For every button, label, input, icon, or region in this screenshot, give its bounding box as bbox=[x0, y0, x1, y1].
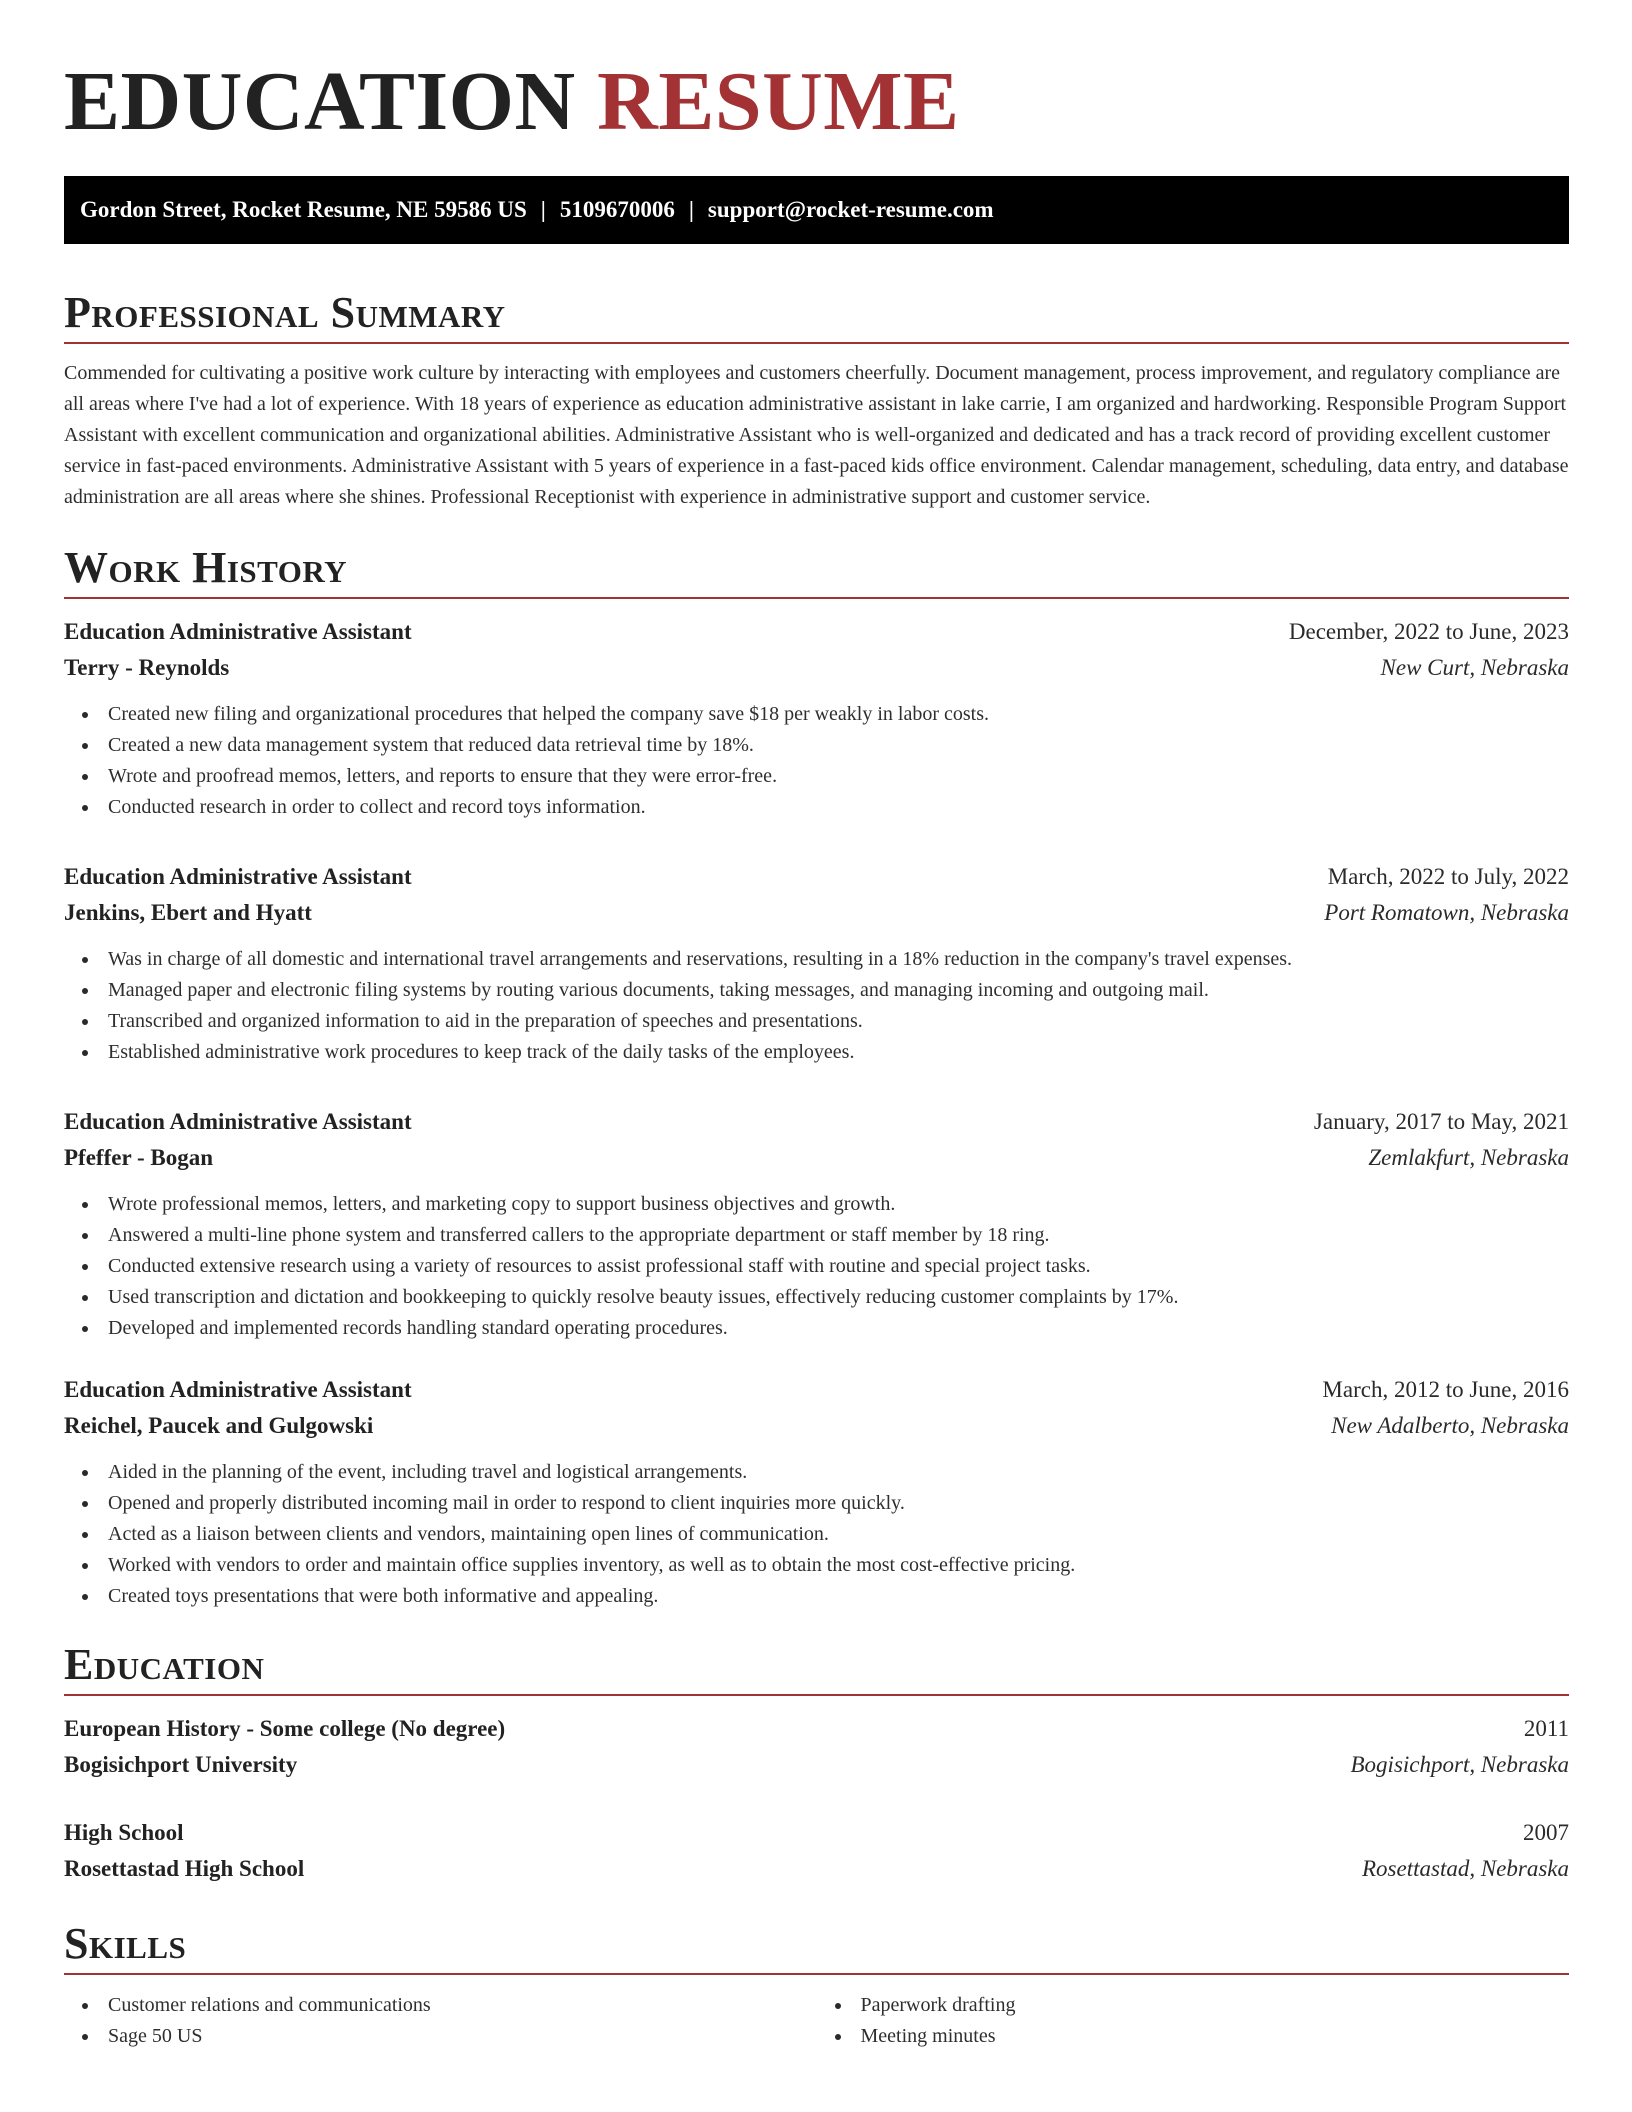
job-location: Zemlakfurt, Nebraska bbox=[1368, 1145, 1569, 1170]
title-accent: RESUME bbox=[597, 55, 960, 148]
job-bullet: Answered a multi-line phone system and transferred callers to the appropriate department or staff member by 18 ring. bbox=[64, 1220, 1569, 1251]
education-heading: Education bbox=[64, 1640, 265, 1689]
job-bullet: Wrote and proofread memos, letters, and reports to ensure that they were error-free. bbox=[64, 761, 1569, 792]
job-title: Education Administrative Assistant bbox=[64, 864, 412, 889]
skill-item: Sage 50 US bbox=[64, 2021, 817, 2052]
job-dates: March, 2012 to June, 2016 bbox=[1322, 1377, 1569, 1402]
job-company: Jenkins, Ebert and Hyatt bbox=[64, 900, 312, 925]
job-bullet: Conducted extensive research using a variety of resources to assist professional staff with routine and special project tasks. bbox=[64, 1251, 1569, 1282]
job-company: Terry - Reynolds bbox=[64, 655, 230, 680]
summary-section bbox=[64, 284, 1569, 513]
job-bullet: Transcribed and organized information to aid in the preparation of speeches and presentations. bbox=[64, 1006, 1569, 1037]
education-degree: European History - Some college (No degree) bbox=[64, 1716, 506, 1741]
job-bullet: Created a new data management system that reduced data retrieval time by 18%. bbox=[64, 730, 1569, 761]
summary-text: Commended for cultivating a positive work culture by interacting with employees and customers cheerfully. Document management, process improvement, and regulatory compliance are all areas where I've had a lot of experience. With 18 years of experience as education administrative assistant in lake carrie, I am organized and hardworking. Responsible Program Support Assistant with excellent communication and organizational abilities. Administrative Assistant who is well-organized and dedicated and has a track record of providing excellent customer service in fast-paced environments. Administrative Assistant with 5 years of experience in a fast-paced kids office environment. Calendar management, scheduling, data entry, and database administration are all areas where she shines. Professional Receptionist with experience in administrative support and customer service. bbox=[64, 362, 1569, 508]
job-company: Pfeffer - Bogan bbox=[64, 1145, 214, 1170]
education-degree: High School bbox=[64, 1820, 184, 1845]
job-bullet-list bbox=[64, 1189, 1569, 1344]
job-entry bbox=[64, 1104, 1569, 1344]
job-bullet: Created toys presentations that were both informative and appealing. bbox=[64, 1581, 1569, 1612]
job-title: Education Administrative Assistant bbox=[64, 1109, 412, 1134]
skill-item: Customer relations and communications bbox=[64, 1990, 817, 2021]
education-degree-row bbox=[64, 1711, 1569, 1747]
education-school: Rosettastad High School bbox=[64, 1856, 305, 1881]
job-dates: December, 2022 to June, 2023 bbox=[1288, 619, 1569, 644]
education-school: Bogisichport University bbox=[64, 1752, 298, 1777]
job-bullet-list bbox=[64, 1457, 1569, 1612]
work-history-section bbox=[64, 539, 1569, 1612]
job-bullet: Used transcription and dictation and bookkeeping to quickly resolve beauty issues, effectively reducing customer complaints by 17%. bbox=[64, 1282, 1569, 1313]
education-location: Bogisichport, Nebraska bbox=[1350, 1752, 1569, 1777]
job-bullet: Created new filing and organizational procedures that helped the company save $18 per weakly in labor costs. bbox=[64, 699, 1569, 730]
education-year: 2007 bbox=[1523, 1820, 1569, 1845]
skills-columns bbox=[64, 1990, 1569, 2052]
job-bullet: Established administrative work procedures to keep track of the daily tasks of the employees. bbox=[64, 1037, 1569, 1068]
job-entry bbox=[64, 859, 1569, 1068]
job-bullet: Acted as a liaison between clients and vendors, maintaining open lines of communication. bbox=[64, 1519, 1569, 1550]
job-bullet: Was in charge of all domestic and international travel arrangements and reservations, resulting in a 18% reduction in the company's travel expenses. bbox=[64, 944, 1569, 975]
job-bullet: Developed and implemented records handling standard operating procedures. bbox=[64, 1313, 1569, 1344]
contact-address: Gordon Street, Rocket Resume, NE 59586 US bbox=[80, 197, 527, 222]
education-year: 2011 bbox=[1523, 1716, 1569, 1741]
job-location: Port Romatown, Nebraska bbox=[1324, 900, 1569, 925]
contact-separator: | bbox=[540, 197, 546, 222]
education-entry bbox=[64, 1711, 1569, 1783]
contact-phone[interactable]: 5109670006 bbox=[559, 197, 675, 222]
job-bullet-list bbox=[64, 699, 1569, 823]
job-company-row bbox=[64, 1408, 1569, 1444]
section-divider bbox=[64, 342, 1569, 344]
skill-item: Meeting minutes bbox=[817, 2021, 1570, 2052]
job-company: Reichel, Paucek and Gulgowski bbox=[64, 1413, 374, 1438]
skill-item: Paperwork drafting bbox=[817, 1990, 1570, 2021]
job-company-row bbox=[64, 650, 1569, 686]
skills-heading: Skills bbox=[64, 1919, 187, 1968]
education-location: Rosettastad, Nebraska bbox=[1362, 1856, 1569, 1881]
job-entry bbox=[64, 614, 1569, 823]
job-dates: March, 2022 to July, 2022 bbox=[1327, 864, 1569, 889]
job-header-row bbox=[64, 859, 1569, 895]
title-main: EDUCATION bbox=[64, 55, 576, 148]
job-bullet-list bbox=[64, 944, 1569, 1068]
skills-section bbox=[64, 1915, 1569, 2052]
job-bullet: Wrote professional memos, letters, and marketing copy to support business objectives and growth. bbox=[64, 1189, 1569, 1220]
job-title: Education Administrative Assistant bbox=[64, 1377, 412, 1402]
section-divider bbox=[64, 1973, 1569, 1975]
job-company-row bbox=[64, 895, 1569, 931]
education-school-row bbox=[64, 1851, 1569, 1887]
contact-bar bbox=[64, 176, 1569, 244]
section-divider bbox=[64, 1694, 1569, 1696]
job-location: New Adalberto, Nebraska bbox=[1331, 1413, 1569, 1438]
job-bullet: Managed paper and electronic filing systems by routing various documents, taking messages, and managing incoming and outgoing mail. bbox=[64, 975, 1569, 1006]
skills-list-right bbox=[817, 1990, 1570, 2052]
resume-page bbox=[64, 0, 1569, 2052]
job-entry bbox=[64, 1372, 1569, 1612]
job-bullet: Opened and properly distributed incoming mail in order to respond to client inquiries more quickly. bbox=[64, 1488, 1569, 1519]
job-header-row bbox=[64, 1372, 1569, 1408]
resume-title bbox=[64, 0, 1569, 148]
job-bullet: Conducted research in order to collect and record toys information. bbox=[64, 792, 1569, 823]
job-header-row bbox=[64, 1104, 1569, 1140]
work-history-heading: Work History bbox=[64, 543, 348, 592]
education-degree-row bbox=[64, 1815, 1569, 1851]
job-header-row bbox=[64, 614, 1569, 650]
job-company-row bbox=[64, 1140, 1569, 1176]
education-school-row bbox=[64, 1747, 1569, 1783]
section-divider bbox=[64, 597, 1569, 599]
education-section bbox=[64, 1636, 1569, 1887]
job-bullet: Worked with vendors to order and maintain office supplies inventory, as well as to obtain the most cost-effective pricing. bbox=[64, 1550, 1569, 1581]
job-title: Education Administrative Assistant bbox=[64, 619, 412, 644]
job-location: New Curt, Nebraska bbox=[1380, 655, 1569, 680]
job-dates: January, 2017 to May, 2021 bbox=[1313, 1109, 1569, 1134]
contact-email[interactable]: support@rocket-resume.com bbox=[707, 197, 994, 222]
skills-list-left bbox=[64, 1990, 817, 2052]
job-bullet: Aided in the planning of the event, including travel and logistical arrangements. bbox=[64, 1457, 1569, 1488]
education-entry bbox=[64, 1815, 1569, 1887]
summary-heading: Professional Summary bbox=[64, 288, 506, 337]
contact-separator: | bbox=[688, 197, 694, 222]
